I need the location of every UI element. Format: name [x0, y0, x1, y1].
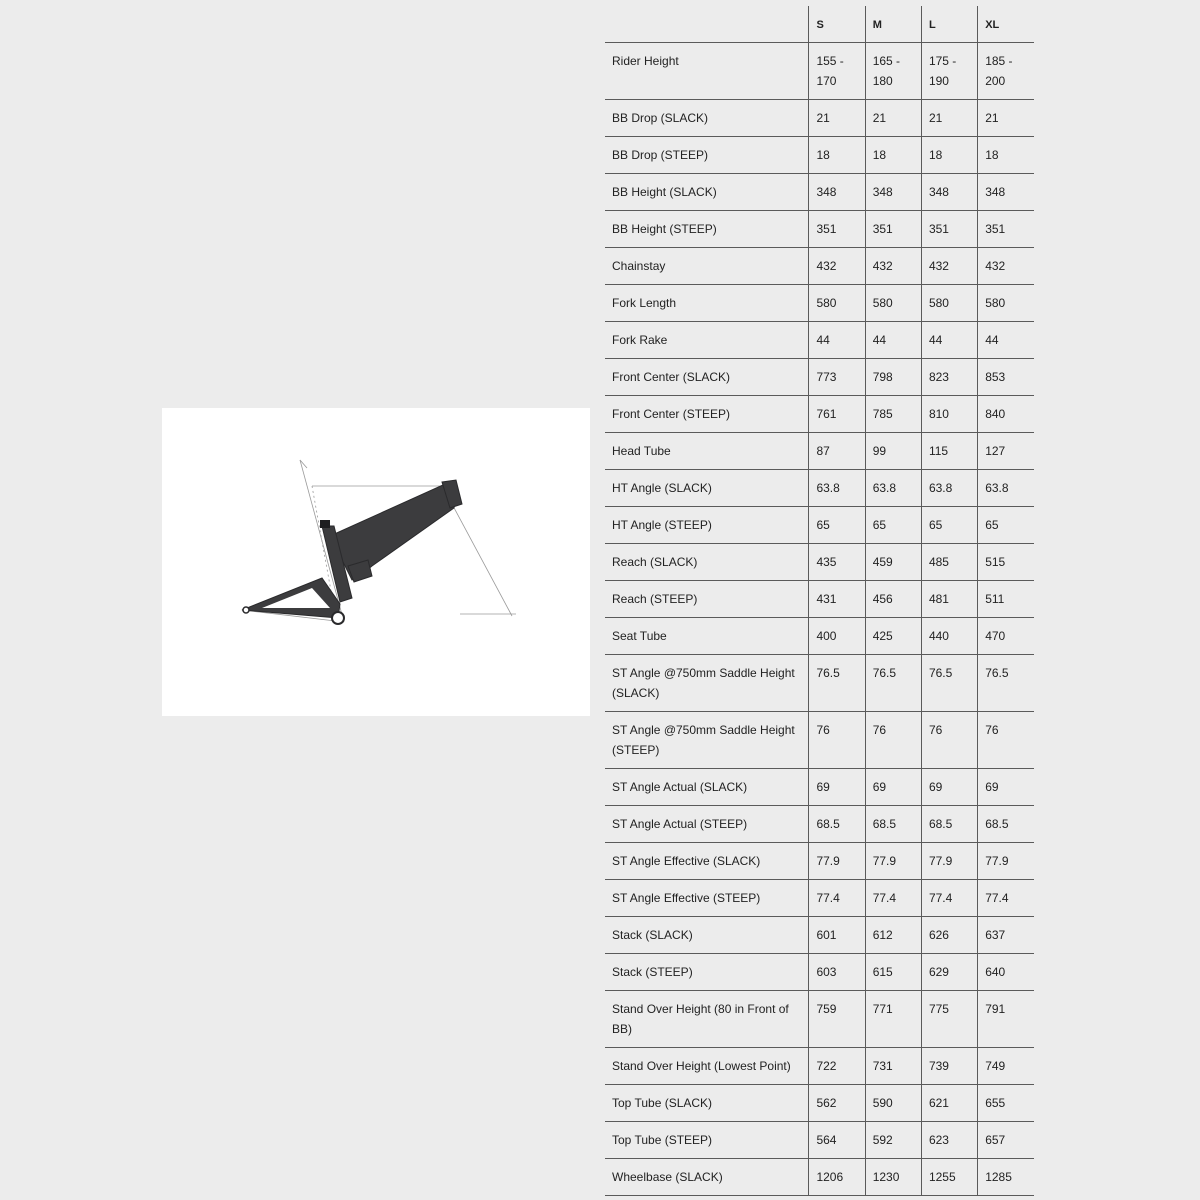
value-cell-l: 348	[921, 173, 977, 210]
table-row	[605, 321, 1034, 358]
value-cell-m: 351	[865, 210, 921, 247]
value-cell-l: 44	[921, 321, 977, 358]
row-label: ST Angle Actual (SLACK)	[605, 768, 809, 805]
table-row	[605, 842, 1034, 879]
row-label: Top Tube (SLACK)	[605, 1084, 809, 1121]
value-cell-m: 459	[865, 543, 921, 580]
value-cell-xl: 657	[978, 1121, 1034, 1158]
value-cell-xl: 76	[978, 711, 1034, 768]
row-label: Head Tube	[605, 432, 809, 469]
table-row	[605, 99, 1034, 136]
value-cell-l: 65	[921, 506, 977, 543]
size-header-row	[605, 6, 1034, 42]
value-cell-m: 612	[865, 916, 921, 953]
value-cell-m: 165 - 180	[865, 42, 921, 99]
value-cell-s: 761	[809, 395, 865, 432]
header-spacer	[605, 6, 809, 42]
value-cell-m: 771	[865, 990, 921, 1047]
size-header-l: L	[921, 6, 977, 42]
table-row	[605, 879, 1034, 916]
value-cell-s: 759	[809, 990, 865, 1047]
row-label: Reach (STEEP)	[605, 580, 809, 617]
value-cell-l: 485	[921, 543, 977, 580]
value-cell-l: 18	[921, 136, 977, 173]
value-cell-m: 21	[865, 99, 921, 136]
row-label: Chainstay	[605, 247, 809, 284]
row-label: Stand Over Height (80 in Front of BB)	[605, 990, 809, 1047]
row-label: ST Angle Effective (SLACK)	[605, 842, 809, 879]
row-label: Fork Rake	[605, 321, 809, 358]
value-cell-m: 18	[865, 136, 921, 173]
value-cell-l: 580	[921, 284, 977, 321]
value-cell-xl: 655	[978, 1084, 1034, 1121]
value-cell-l: 69	[921, 768, 977, 805]
table-row	[605, 136, 1034, 173]
row-label: Stack (SLACK)	[605, 916, 809, 953]
value-cell-xl: 470	[978, 617, 1034, 654]
value-cell-xl: 44	[978, 321, 1034, 358]
value-cell-m: 44	[865, 321, 921, 358]
value-cell-s: 722	[809, 1047, 865, 1084]
value-cell-l: 623	[921, 1121, 977, 1158]
value-cell-m: 99	[865, 432, 921, 469]
value-cell-xl: 18	[978, 136, 1034, 173]
value-cell-s: 18	[809, 136, 865, 173]
value-cell-l: 432	[921, 247, 977, 284]
value-cell-m: 615	[865, 953, 921, 990]
size-header-xl: XL	[978, 6, 1034, 42]
value-cell-l: 115	[921, 432, 977, 469]
value-cell-s: 580	[809, 284, 865, 321]
table-row	[605, 42, 1034, 99]
value-cell-m: 65	[865, 506, 921, 543]
value-cell-xl: 853	[978, 358, 1034, 395]
table-row	[605, 1047, 1034, 1084]
table-row	[605, 1158, 1034, 1195]
value-cell-xl: 840	[978, 395, 1034, 432]
value-cell-l: 351	[921, 210, 977, 247]
table-row	[605, 805, 1034, 842]
value-cell-s: 68.5	[809, 805, 865, 842]
table-row	[605, 1084, 1034, 1121]
value-cell-xl: 63.8	[978, 469, 1034, 506]
table-row	[605, 543, 1034, 580]
value-cell-l: 739	[921, 1047, 977, 1084]
value-cell-l: 626	[921, 916, 977, 953]
table-row	[605, 916, 1034, 953]
row-label: HT Angle (STEEP)	[605, 506, 809, 543]
value-cell-xl: 580	[978, 284, 1034, 321]
value-cell-s: 21	[809, 99, 865, 136]
value-cell-l: 823	[921, 358, 977, 395]
value-cell-l: 175 - 190	[921, 42, 977, 99]
value-cell-l: 440	[921, 617, 977, 654]
table-row	[605, 469, 1034, 506]
value-cell-l: 77.9	[921, 842, 977, 879]
row-label: Stack (STEEP)	[605, 953, 809, 990]
table-row	[605, 358, 1034, 395]
table-row	[605, 432, 1034, 469]
table-row	[605, 1121, 1034, 1158]
row-label: BB Drop (SLACK)	[605, 99, 809, 136]
value-cell-m: 580	[865, 284, 921, 321]
row-label: BB Height (STEEP)	[605, 210, 809, 247]
value-cell-xl: 749	[978, 1047, 1034, 1084]
value-cell-s: 76.5	[809, 654, 865, 711]
value-cell-l: 810	[921, 395, 977, 432]
value-cell-l: 1255	[921, 1158, 977, 1195]
value-cell-xl: 640	[978, 953, 1034, 990]
value-cell-m: 1230	[865, 1158, 921, 1195]
geometry-table-body	[605, 42, 1034, 1195]
value-cell-m: 432	[865, 247, 921, 284]
value-cell-l: 68.5	[921, 805, 977, 842]
table-row	[605, 580, 1034, 617]
value-cell-m: 348	[865, 173, 921, 210]
row-label: Top Tube (STEEP)	[605, 1121, 809, 1158]
row-label: Wheelbase (SLACK)	[605, 1158, 809, 1195]
value-cell-s: 1206	[809, 1158, 865, 1195]
value-cell-s: 63.8	[809, 469, 865, 506]
value-cell-s: 564	[809, 1121, 865, 1158]
value-cell-s: 431	[809, 580, 865, 617]
value-cell-s: 44	[809, 321, 865, 358]
row-label: Reach (SLACK)	[605, 543, 809, 580]
row-label: Front Center (STEEP)	[605, 395, 809, 432]
value-cell-m: 76	[865, 711, 921, 768]
table-row	[605, 617, 1034, 654]
row-label: BB Drop (STEEP)	[605, 136, 809, 173]
value-cell-s: 435	[809, 543, 865, 580]
value-cell-xl: 77.9	[978, 842, 1034, 879]
value-cell-s: 773	[809, 358, 865, 395]
value-cell-xl: 791	[978, 990, 1034, 1047]
value-cell-xl: 351	[978, 210, 1034, 247]
value-cell-s: 69	[809, 768, 865, 805]
value-cell-m: 798	[865, 358, 921, 395]
value-cell-s: 348	[809, 173, 865, 210]
row-label: ST Angle Actual (STEEP)	[605, 805, 809, 842]
value-cell-xl: 185 - 200	[978, 42, 1034, 99]
value-cell-m: 76.5	[865, 654, 921, 711]
table-row	[605, 654, 1034, 711]
table-row	[605, 953, 1034, 990]
value-cell-xl: 77.4	[978, 879, 1034, 916]
value-cell-xl: 637	[978, 916, 1034, 953]
frame-geometry-image	[162, 408, 590, 716]
value-cell-m: 456	[865, 580, 921, 617]
value-cell-xl: 1285	[978, 1158, 1034, 1195]
table-row	[605, 768, 1034, 805]
value-cell-s: 77.9	[809, 842, 865, 879]
value-cell-s: 603	[809, 953, 865, 990]
value-cell-xl: 69	[978, 768, 1034, 805]
value-cell-s: 76	[809, 711, 865, 768]
geometry-table	[605, 6, 1034, 1196]
row-label: Rider Height	[605, 42, 809, 99]
value-cell-l: 77.4	[921, 879, 977, 916]
table-row	[605, 284, 1034, 321]
table-row	[605, 247, 1034, 284]
row-label: ST Angle @750mm Saddle Height (STEEP)	[605, 711, 809, 768]
value-cell-xl: 511	[978, 580, 1034, 617]
value-cell-m: 731	[865, 1047, 921, 1084]
value-cell-m: 592	[865, 1121, 921, 1158]
row-label: BB Height (SLACK)	[605, 173, 809, 210]
value-cell-l: 21	[921, 99, 977, 136]
value-cell-xl: 348	[978, 173, 1034, 210]
value-cell-m: 590	[865, 1084, 921, 1121]
value-cell-s: 400	[809, 617, 865, 654]
table-row	[605, 711, 1034, 768]
value-cell-s: 562	[809, 1084, 865, 1121]
value-cell-m: 425	[865, 617, 921, 654]
value-cell-s: 155 - 170	[809, 42, 865, 99]
value-cell-l: 76	[921, 711, 977, 768]
value-cell-l: 63.8	[921, 469, 977, 506]
table-row	[605, 395, 1034, 432]
value-cell-l: 76.5	[921, 654, 977, 711]
value-cell-xl: 515	[978, 543, 1034, 580]
value-cell-s: 432	[809, 247, 865, 284]
value-cell-s: 87	[809, 432, 865, 469]
size-header-s: S	[809, 6, 865, 42]
row-label: Fork Length	[605, 284, 809, 321]
row-label: ST Angle @750mm Saddle Height (SLACK)	[605, 654, 809, 711]
value-cell-xl: 76.5	[978, 654, 1034, 711]
value-cell-l: 629	[921, 953, 977, 990]
value-cell-s: 65	[809, 506, 865, 543]
value-cell-s: 351	[809, 210, 865, 247]
row-label: Stand Over Height (Lowest Point)	[605, 1047, 809, 1084]
value-cell-s: 77.4	[809, 879, 865, 916]
table-row	[605, 210, 1034, 247]
table-row	[605, 506, 1034, 543]
value-cell-m: 77.9	[865, 842, 921, 879]
size-header-m: M	[865, 6, 921, 42]
row-label: ST Angle Effective (STEEP)	[605, 879, 809, 916]
table-row	[605, 990, 1034, 1047]
value-cell-m: 785	[865, 395, 921, 432]
value-cell-xl: 21	[978, 99, 1034, 136]
row-label: Front Center (SLACK)	[605, 358, 809, 395]
row-label: HT Angle (SLACK)	[605, 469, 809, 506]
value-cell-s: 601	[809, 916, 865, 953]
value-cell-m: 77.4	[865, 879, 921, 916]
value-cell-l: 775	[921, 990, 977, 1047]
row-label: Seat Tube	[605, 617, 809, 654]
value-cell-l: 481	[921, 580, 977, 617]
value-cell-m: 68.5	[865, 805, 921, 842]
value-cell-m: 63.8	[865, 469, 921, 506]
value-cell-xl: 127	[978, 432, 1034, 469]
table-row	[605, 173, 1034, 210]
value-cell-xl: 432	[978, 247, 1034, 284]
value-cell-l: 621	[921, 1084, 977, 1121]
value-cell-xl: 68.5	[978, 805, 1034, 842]
value-cell-xl: 65	[978, 506, 1034, 543]
value-cell-m: 69	[865, 768, 921, 805]
